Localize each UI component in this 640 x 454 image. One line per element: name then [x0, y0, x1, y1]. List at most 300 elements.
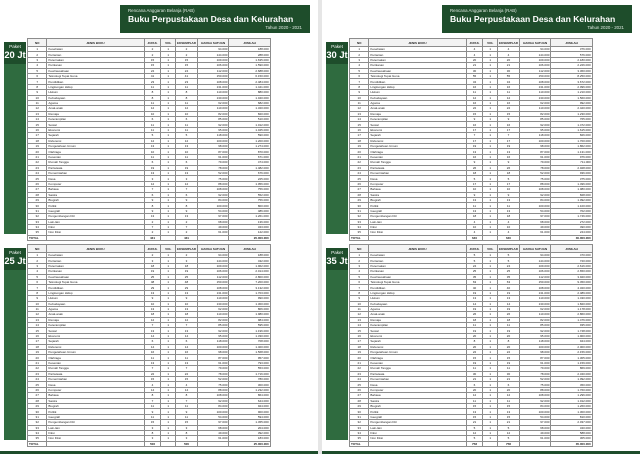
- cell-judul: 12: [466, 95, 483, 100]
- cell-vol: 1: [161, 366, 176, 371]
- cell-harga-satuan: 75.000: [519, 382, 551, 387]
- cell-no: 13: [350, 317, 369, 322]
- cell-judul: 2: [144, 230, 161, 235]
- cell-judul: 8: [144, 95, 161, 100]
- package-badge: [4, 42, 26, 64]
- cell-no: 6: [350, 73, 369, 78]
- cell-eksemplar: 15: [176, 376, 198, 381]
- cell-no: 27: [350, 393, 369, 398]
- header-no: NO: [28, 39, 47, 47]
- package-badge: [326, 42, 348, 64]
- cell-jumlah: 2.340.000: [551, 371, 592, 376]
- cell-harga-satuan: 75.000: [519, 176, 551, 181]
- total-cell-harga-satuan: [519, 441, 551, 446]
- header-vol: VOL: [483, 245, 498, 253]
- cell-jenis-buku: Olahraga: [369, 149, 466, 154]
- cell-eksemplar: 26: [498, 312, 520, 317]
- cell-eksemplar: 5: [498, 425, 520, 430]
- cell-harga-satuan: 85.000: [519, 117, 551, 122]
- header-jenis-buku: JENIS BUKU: [369, 245, 466, 253]
- cell-judul: 13: [144, 306, 161, 311]
- cell-eksemplar: 13: [498, 296, 520, 301]
- cell-judul: 15: [144, 376, 161, 381]
- cell-vol: 1: [483, 111, 498, 116]
- cell-no: 17: [350, 133, 369, 138]
- cell-jumlah: 552.000: [229, 192, 270, 197]
- package-amount: 20 Jt: [4, 49, 26, 60]
- cell-vol: 1: [483, 333, 498, 338]
- cell-judul: 6: [144, 117, 161, 122]
- cell-jumlah: 1.300.000: [229, 301, 270, 306]
- table-total-row: [350, 441, 593, 446]
- cell-judul: 23: [144, 79, 161, 84]
- cell-no: 22: [28, 160, 47, 165]
- cell-judul: 11: [466, 90, 483, 95]
- cell-no: 35: [350, 230, 369, 235]
- cell-harga-satuan: 54.000: [197, 414, 229, 419]
- cell-vol: 1: [483, 376, 498, 381]
- cell-judul: 21: [466, 420, 483, 425]
- cell-judul: 11: [466, 323, 483, 328]
- cell-harga-satuan: 62.000: [197, 306, 229, 311]
- cell-jumlah: 2.650.000: [551, 269, 592, 274]
- cell-jenis-buku: Bahasa: [47, 187, 144, 192]
- cell-jenis-buku: Kesenian: [47, 360, 144, 365]
- cell-vol: 1: [161, 208, 176, 213]
- cell-vol: 1: [161, 138, 176, 143]
- cell-jenis-buku: Sastra: [47, 398, 144, 403]
- cell-harga-satuan: 110.000: [519, 90, 551, 95]
- cell-vol: 1: [161, 420, 176, 425]
- cell-judul: 14: [144, 387, 161, 392]
- total-label: TOTAL: [28, 235, 47, 240]
- cell-vol: 1: [161, 106, 176, 111]
- table-total-row: [28, 441, 271, 446]
- cell-harga-satuan: 100.000: [519, 203, 551, 208]
- total-cell-harga-satuan: [197, 441, 229, 446]
- cell-jumlah: 7.200.000: [229, 279, 270, 284]
- cell-judul: 3: [144, 425, 161, 430]
- cell-jumlah: 1.746.000: [551, 214, 592, 219]
- cell-judul: 18: [466, 170, 483, 175]
- cell-jenis-buku: Remaja: [369, 317, 466, 322]
- cell-no: 33: [350, 425, 369, 430]
- package-side-strip: [4, 270, 26, 440]
- total-cell-eksemplar: 640: [498, 235, 520, 240]
- cell-harga-satuan: 61.000: [519, 436, 551, 441]
- cell-no: 8: [350, 290, 369, 295]
- cell-jumlah: 225.000: [229, 176, 270, 181]
- cell-no: 3: [28, 57, 47, 62]
- cell-jumlah: 3.360.000: [551, 68, 592, 73]
- cell-no: 24: [350, 170, 369, 175]
- package-side-strip: [326, 64, 348, 234]
- cell-jenis-buku: Teknologi Tepat Guna: [369, 73, 466, 78]
- cell-jenis-buku: Geografi: [369, 208, 466, 213]
- cell-judul: 13: [144, 144, 161, 149]
- cell-harga-satuan: 49.000: [197, 224, 229, 229]
- cell-no: 32: [350, 214, 369, 219]
- cell-judul: 9: [144, 208, 161, 213]
- cell-jenis-buku: Kesenian: [369, 154, 466, 159]
- cell-harga-satuan: 79.000: [519, 160, 551, 165]
- cell-judul: 13: [466, 197, 483, 202]
- cell-jumlah: 1.159.000: [551, 360, 592, 365]
- cell-eksemplar: 7: [498, 133, 520, 138]
- cell-vol: 1: [483, 90, 498, 95]
- cell-eksemplar: 9: [176, 409, 198, 414]
- cell-eksemplar: 18: [498, 214, 520, 219]
- cell-no: 27: [28, 393, 47, 398]
- cell-eksemplar: 9: [176, 208, 198, 213]
- cell-vol: 1: [483, 312, 498, 317]
- cell-harga-satuan: 95.000: [519, 333, 551, 338]
- cell-no: 15: [350, 122, 369, 127]
- cell-jumlah: 2.489.000: [551, 290, 592, 295]
- cell-no: 20: [28, 149, 47, 154]
- cell-vol: 1: [483, 214, 498, 219]
- cell-vol: 1: [161, 90, 176, 95]
- cell-jumlah: 510.000: [229, 117, 270, 122]
- cell-no: 19: [350, 350, 369, 355]
- cell-jenis-buku: Referensi: [369, 344, 466, 349]
- cell-jenis-buku: Pemerintahan: [47, 170, 144, 175]
- cell-eksemplar: 18: [176, 312, 198, 317]
- cell-jenis-buku: Teknologi Tepat Guna: [47, 73, 144, 78]
- cell-judul: 15: [466, 403, 483, 408]
- cell-jenis-buku: Peternakan: [369, 263, 466, 268]
- cell-jumlah: 765.000: [551, 117, 592, 122]
- cell-eksemplar: 9: [498, 160, 520, 165]
- cell-judul: 12: [144, 181, 161, 186]
- cell-no: 10: [28, 95, 47, 100]
- cell-eksemplar: 20: [498, 387, 520, 392]
- cell-jumlah: 870.000: [229, 149, 270, 154]
- cell-jumlah: 204.000: [229, 425, 270, 430]
- cell-eksemplar: 4: [498, 230, 520, 235]
- cell-eksemplar: 15: [498, 111, 520, 116]
- table-header-row: [350, 39, 593, 47]
- cell-eksemplar: 11: [176, 154, 198, 159]
- cell-vol: 1: [161, 181, 176, 186]
- cell-harga-satuan: 87.000: [197, 355, 229, 360]
- cell-no: 20: [28, 355, 47, 360]
- cell-vol: 1: [161, 170, 176, 175]
- cell-harga-satuan: 150.000: [197, 279, 229, 284]
- cell-jumlah: 1.100.000: [551, 203, 592, 208]
- cell-eksemplar: 41: [176, 73, 198, 78]
- cell-judul: 24: [466, 263, 483, 268]
- header-subtitle: Rencana Anggaran Belanja (RAB): [128, 8, 195, 13]
- cell-harga-satuan: 97.000: [519, 214, 551, 219]
- cell-no: 25: [28, 382, 47, 387]
- cell-jenis-buku: Kebudayaan: [369, 95, 466, 100]
- cell-jenis-buku: Pengetahuan Umum: [369, 350, 466, 355]
- header-jenis-buku: JENIS BUKU: [47, 245, 144, 253]
- cell-judul: 7: [144, 323, 161, 328]
- cell-eksemplar: 2: [176, 219, 198, 224]
- cell-vol: 1: [161, 95, 176, 100]
- cell-judul: 63: [466, 279, 483, 284]
- cell-jumlah: 2.226.000: [551, 63, 592, 68]
- cell-no: 19: [350, 144, 369, 149]
- cell-judul: 17: [466, 138, 483, 143]
- cell-harga-satuan: 84.000: [197, 403, 229, 408]
- package-badge: [326, 248, 348, 270]
- cell-judul: 55: [466, 73, 483, 78]
- cell-jenis-buku: Pertanian: [369, 258, 466, 263]
- cell-jumlah: 343.000: [229, 224, 270, 229]
- cell-judul: 30: [466, 371, 483, 376]
- cell-no: 18: [350, 138, 369, 143]
- cell-eksemplar: 8: [498, 339, 520, 344]
- cell-no: 26: [28, 181, 47, 186]
- cell-vol: 1: [483, 138, 498, 143]
- cell-no: 22: [28, 366, 47, 371]
- cell-jumlah: 711.000: [551, 160, 592, 165]
- cell-eksemplar: 34: [498, 79, 520, 84]
- cell-judul: 48: [144, 279, 161, 284]
- cell-jenis-buku: Kesehatan: [369, 47, 466, 52]
- cell-no: 8: [28, 84, 47, 89]
- cell-no: 25: [350, 176, 369, 181]
- cell-harga-satuan: 92.000: [519, 122, 551, 127]
- cell-harga-satuan: 109.000: [197, 263, 229, 268]
- cell-harga-satuan: 49.000: [519, 224, 551, 229]
- header-title: Buku Perpustakaan Desa dan Kelurahan: [128, 14, 294, 24]
- cell-eksemplar: 11: [498, 90, 520, 95]
- cell-vol: 1: [483, 106, 498, 111]
- cell-harga-satuan: 88.000: [197, 181, 229, 186]
- cell-no: 32: [28, 420, 47, 425]
- cell-jenis-buku: Perikanan: [369, 63, 466, 68]
- cell-no: 1: [28, 253, 47, 258]
- total-cell-judul: 506: [144, 441, 161, 446]
- cell-harga-satuan: 108.000: [197, 285, 229, 290]
- cell-eksemplar: 30: [498, 371, 520, 376]
- cell-no: 24: [28, 170, 47, 175]
- cell-judul: 13: [144, 328, 161, 333]
- total-cell-jumlah: 25.000.000: [229, 441, 270, 446]
- cell-eksemplar: 14: [176, 344, 198, 349]
- header-jumlah: JUMLAH: [551, 245, 592, 253]
- cell-harga-satuan: 100.000: [197, 203, 229, 208]
- cell-eksemplar: 11: [498, 323, 520, 328]
- right-page: [322, 0, 640, 454]
- cell-harga-satuan: 110.000: [519, 106, 551, 111]
- cell-eksemplar: 17: [498, 127, 520, 132]
- cell-eksemplar: 8: [176, 95, 198, 100]
- cell-harga-satuan: 131.000: [197, 84, 229, 89]
- cell-jumlah: 1.012.000: [551, 398, 592, 403]
- cell-jenis-buku: Bahasa: [47, 393, 144, 398]
- cell-jenis-buku: Peternakan: [369, 57, 466, 62]
- cell-no: 19: [28, 350, 47, 355]
- cell-no: 10: [350, 95, 369, 100]
- cell-eksemplar: 4: [498, 47, 520, 52]
- cell-vol: 1: [161, 414, 176, 419]
- cell-vol: 1: [483, 301, 498, 306]
- cell-no: 5: [350, 274, 369, 279]
- cell-no: 16: [350, 127, 369, 132]
- cell-judul: 9: [466, 117, 483, 122]
- total-cell-jumlah: 30.000.000: [551, 235, 592, 240]
- cell-vol: 1: [161, 403, 176, 408]
- cell-judul: 13: [144, 290, 161, 295]
- cell-no: 22: [350, 160, 369, 165]
- cell-judul: 4: [466, 47, 483, 52]
- rab-table: [27, 38, 271, 241]
- cell-no: 19: [28, 144, 47, 149]
- cell-harga-satuan: 82.000: [197, 111, 229, 116]
- cell-vol: 1: [161, 409, 176, 414]
- cell-no: 3: [28, 263, 47, 268]
- cell-vol: 1: [161, 187, 176, 192]
- cell-vol: 1: [161, 160, 176, 165]
- cell-no: 30: [28, 203, 47, 208]
- cell-jenis-buku: Kewirausahaan: [47, 274, 144, 279]
- cell-harga-satuan: 106.000: [519, 269, 551, 274]
- cell-judul: 20: [466, 57, 483, 62]
- cell-jumlah: 2.800.000: [229, 274, 270, 279]
- cell-eksemplar: 13: [498, 197, 520, 202]
- cell-vol: 1: [161, 425, 176, 430]
- cell-jenis-buku: Pengembangan Diri: [47, 214, 144, 219]
- cell-eksemplar: 7: [176, 323, 198, 328]
- cell-eksemplar: 14: [176, 387, 198, 392]
- cell-jumlah: 1.820.000: [551, 301, 592, 306]
- cell-jumlah: 800.000: [229, 203, 270, 208]
- cell-vol: 1: [161, 111, 176, 116]
- cell-no: 35: [28, 230, 47, 235]
- cell-jenis-buku: Pertanian: [47, 52, 144, 57]
- cell-judul: 12: [466, 430, 483, 435]
- package-amount: 35 Jt: [326, 255, 348, 266]
- cell-eksemplar: 13: [176, 290, 198, 295]
- cell-vol: 1: [161, 203, 176, 208]
- cell-jumlah: 188.000: [229, 253, 270, 258]
- cell-jumlah: 392.000: [229, 430, 270, 435]
- cell-vol: 1: [161, 317, 176, 322]
- cell-eksemplar: 6: [176, 192, 198, 197]
- cell-eksemplar: 35: [498, 274, 520, 279]
- cell-harga-satuan: 85.000: [197, 323, 229, 328]
- cell-vol: 1: [483, 47, 498, 52]
- cell-no: 18: [350, 344, 369, 349]
- cell-eksemplar: 12: [498, 393, 520, 398]
- cell-harga-satuan: 82.000: [519, 111, 551, 116]
- cell-vol: 1: [483, 371, 498, 376]
- cell-vol: 1: [161, 176, 176, 181]
- cell-vol: 1: [161, 296, 176, 301]
- cell-judul: 20: [466, 344, 483, 349]
- cell-harga-satuan: 150.000: [197, 73, 229, 78]
- cell-eksemplar: 20: [498, 333, 520, 338]
- cell-harga-satuan: 68.000: [197, 425, 229, 430]
- cell-no: 18: [28, 344, 47, 349]
- cell-vol: 1: [161, 144, 176, 149]
- cell-vol: 1: [161, 73, 176, 78]
- cell-eksemplar: 3: [176, 258, 198, 263]
- cell-eksemplar: 7: [176, 224, 198, 229]
- rab-table: [349, 244, 593, 447]
- cell-no: 21: [28, 360, 47, 365]
- cell-jumlah: 1.441.000: [229, 84, 270, 89]
- cell-jenis-buku: Non Fiksi: [47, 436, 144, 441]
- cell-no: 1: [350, 253, 369, 258]
- total-cell-jenis-buku: [369, 441, 466, 446]
- cell-harga-satuan: 78.000: [197, 371, 229, 376]
- cell-eksemplar: 2: [176, 52, 198, 57]
- cell-jumlah: 810.000: [551, 414, 592, 419]
- total-cell-judul: 758: [466, 441, 483, 446]
- cell-vol: 1: [161, 387, 176, 392]
- cell-judul: 13: [466, 409, 483, 414]
- cell-judul: 11: [466, 366, 483, 371]
- cell-judul: 9: [466, 160, 483, 165]
- cell-judul: 8: [144, 90, 161, 95]
- cell-jumlah: 1.900.000: [551, 333, 592, 338]
- cell-no: 10: [350, 301, 369, 306]
- cell-harga-satuan: 79.000: [197, 160, 229, 165]
- cell-vol: 1: [161, 127, 176, 132]
- cell-eksemplar: 63: [498, 279, 520, 284]
- cell-no: 11: [28, 100, 47, 105]
- cell-jenis-buku: Pendidikan: [369, 79, 466, 84]
- cell-eksemplar: 21: [498, 420, 520, 425]
- cell-vol: 1: [483, 117, 498, 122]
- cell-no: 31: [28, 414, 47, 419]
- cell-jenis-buku: Rumah Tangga: [47, 366, 144, 371]
- cell-judul: 2: [144, 219, 161, 224]
- cell-no: 10: [28, 301, 47, 306]
- cell-jenis-buku: Referensi: [369, 138, 466, 143]
- cell-jenis-buku: Biografi: [369, 403, 466, 408]
- cell-no: 5: [28, 68, 47, 73]
- total-cell-vol: [483, 235, 498, 240]
- cell-jumlah: 1.040.000: [229, 95, 270, 100]
- cell-vol: 1: [161, 214, 176, 219]
- cell-vol: 1: [483, 192, 498, 197]
- cell-jenis-buku: Ekonomi: [47, 333, 144, 338]
- cell-eksemplar: 13: [176, 360, 198, 365]
- cell-jumlah: 756.000: [229, 197, 270, 202]
- cell-judul: 13: [144, 360, 161, 365]
- cell-jenis-buku: Pengetahuan Umum: [47, 350, 144, 355]
- cell-eksemplar: 22: [498, 350, 520, 355]
- cell-eksemplar: 15: [498, 414, 520, 419]
- cell-no: 28: [350, 398, 369, 403]
- cell-harga-satuan: 112.000: [197, 68, 229, 73]
- cell-jumlah: 936.000: [551, 170, 592, 175]
- cell-no: 11: [350, 100, 369, 105]
- cell-jumlah: 490.000: [551, 224, 592, 229]
- cell-vol: 1: [483, 73, 498, 78]
- cell-judul: 5: [466, 176, 483, 181]
- cell-jenis-buku: Sosial: [369, 328, 466, 333]
- total-cell-vol: [161, 235, 176, 240]
- cell-eksemplar: 6: [176, 160, 198, 165]
- cell-judul: 5: [466, 258, 483, 263]
- cell-judul: 19: [466, 144, 483, 149]
- cell-harga-satuan: 62.000: [519, 100, 551, 105]
- cell-eksemplar: 2: [176, 253, 198, 258]
- cell-jumlah: 1.482.000: [229, 165, 270, 170]
- cell-harga-satuan: 62.000: [197, 100, 229, 105]
- total-cell-jenis-buku: [47, 235, 144, 240]
- cell-judul: 8: [144, 203, 161, 208]
- header-judul: JUDUL: [144, 39, 161, 47]
